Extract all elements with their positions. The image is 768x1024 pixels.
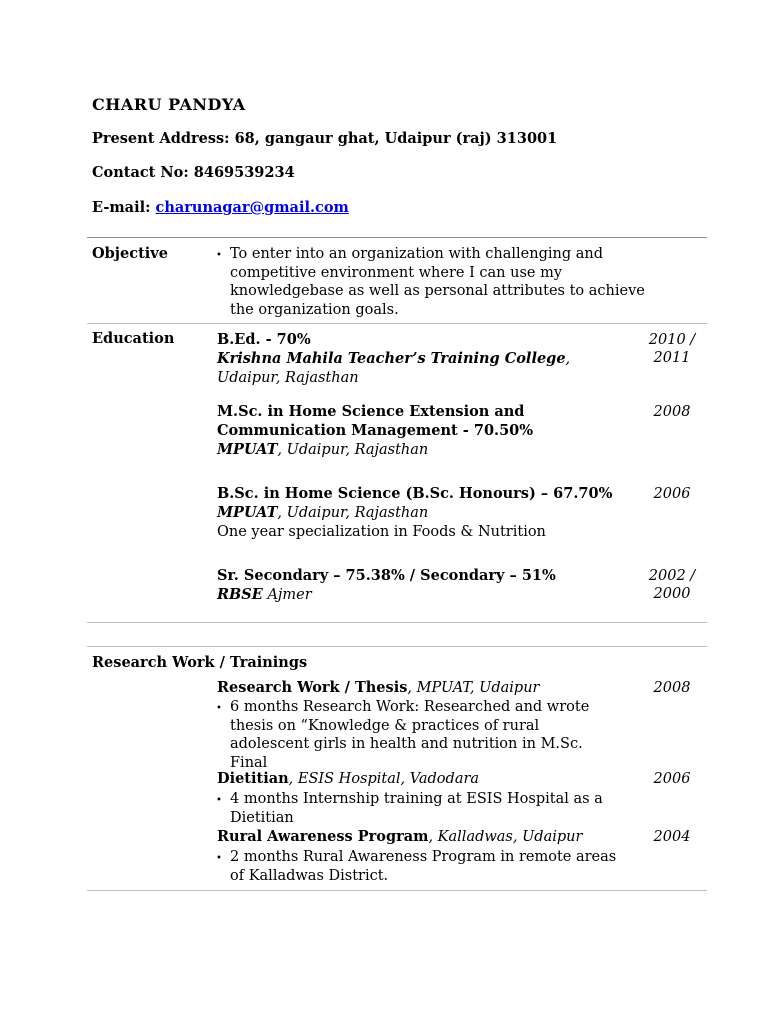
edu-location: Udaipur, Rajasthan — [217, 370, 359, 386]
divider — [87, 237, 707, 238]
research-place: , Kalladwas, Udaipur — [428, 829, 583, 845]
edu-degree: B.Sc. in Home Science (B.Sc. Honours) – 67.70% — [217, 485, 613, 502]
edu-location: , Udaipur, Rajasthan — [277, 505, 429, 521]
bullet-icon: • — [216, 250, 222, 261]
edu-sep: , — [565, 351, 571, 367]
edu-institution: RBSE — [217, 586, 263, 603]
edu-year: 2008 — [653, 404, 691, 420]
objective-text: To enter into an organization with challenging and competitive environment where I can use my knowledgebase as well as personal attributes to achieve the organization goals. — [230, 246, 645, 318]
divider — [87, 622, 707, 623]
research-bullet: 6 months Research Work: Researched and wrote thesis on “Knowledge & practices of rural adolescent girls in health and nutrition in M.Sc. Final — [230, 699, 590, 771]
email-link[interactable]: charunagar@gmail.com — [155, 199, 349, 216]
research-title: Rural Awareness Program — [217, 828, 429, 845]
edu-location: Ajmer — [262, 587, 312, 603]
divider — [87, 323, 707, 324]
divider — [87, 890, 707, 891]
edu-institution: MPUAT — [217, 504, 278, 521]
research-place: , MPUAT, Udaipur — [407, 680, 540, 696]
address-label: Present Address: — [92, 130, 230, 147]
education-heading: Education — [92, 330, 175, 347]
objective-heading: Objective — [92, 245, 168, 262]
edu-degree: M.Sc. in Home Science Extension and — [217, 403, 525, 420]
research-bullet: 4 months Internship training at ESIS Hospital as a Dietitian — [230, 791, 603, 826]
bullet-icon: • — [216, 853, 222, 864]
edu-institution-line — [217, 441, 428, 460]
edu-year: 2002 / 2000 — [648, 568, 696, 602]
research-title-line — [217, 828, 582, 847]
bullet-icon: • — [216, 703, 222, 714]
research-bullet: 2 months Rural Awareness Program in remote areas of Kalladwas District. — [230, 849, 617, 884]
edu-institution-line — [217, 350, 570, 369]
email-label: E-mail: — [92, 199, 151, 216]
address-line — [92, 130, 557, 147]
research-title: Research Work / Thesis — [217, 679, 408, 696]
divider — [87, 646, 707, 647]
email-line — [92, 199, 349, 216]
research-year: 2006 — [653, 771, 691, 787]
edu-institution: MPUAT — [217, 441, 278, 458]
address-value: 68, gangaur ghat, Udaipur (raj) 313001 — [234, 130, 558, 147]
research-place: , ESIS Hospital, Vadodara — [288, 771, 480, 787]
research-heading: Research Work / Trainings — [92, 654, 308, 671]
edu-location: , Udaipur, Rajasthan — [277, 442, 429, 458]
edu-degree: Sr. Secondary – 75.38% / Secondary – 51% — [217, 567, 556, 584]
bullet-icon: • — [216, 795, 222, 806]
edu-year: 2006 — [653, 486, 691, 502]
contact-label: Contact No: — [92, 164, 189, 181]
research-title: Dietitian — [217, 770, 289, 787]
research-title-line — [217, 770, 479, 789]
edu-institution-line — [217, 504, 428, 523]
candidate-name: CHARU PANDYA — [92, 95, 246, 114]
contact-line — [92, 164, 295, 181]
research-year: 2004 — [653, 829, 691, 845]
edu-year: 2010 / 2011 — [648, 332, 696, 366]
edu-degree: Communication Management - 70.50% — [217, 422, 534, 439]
edu-institution: Krishna Mahila Teacher’s Training College — [217, 350, 566, 367]
research-year: 2008 — [653, 680, 691, 696]
edu-degree: B.Ed. - 70% — [217, 331, 311, 348]
research-title-line — [217, 679, 540, 698]
edu-note: One year specialization in Foods & Nutrition — [217, 524, 546, 540]
contact-value: 8469539234 — [193, 164, 295, 181]
edu-institution-line — [217, 586, 312, 605]
